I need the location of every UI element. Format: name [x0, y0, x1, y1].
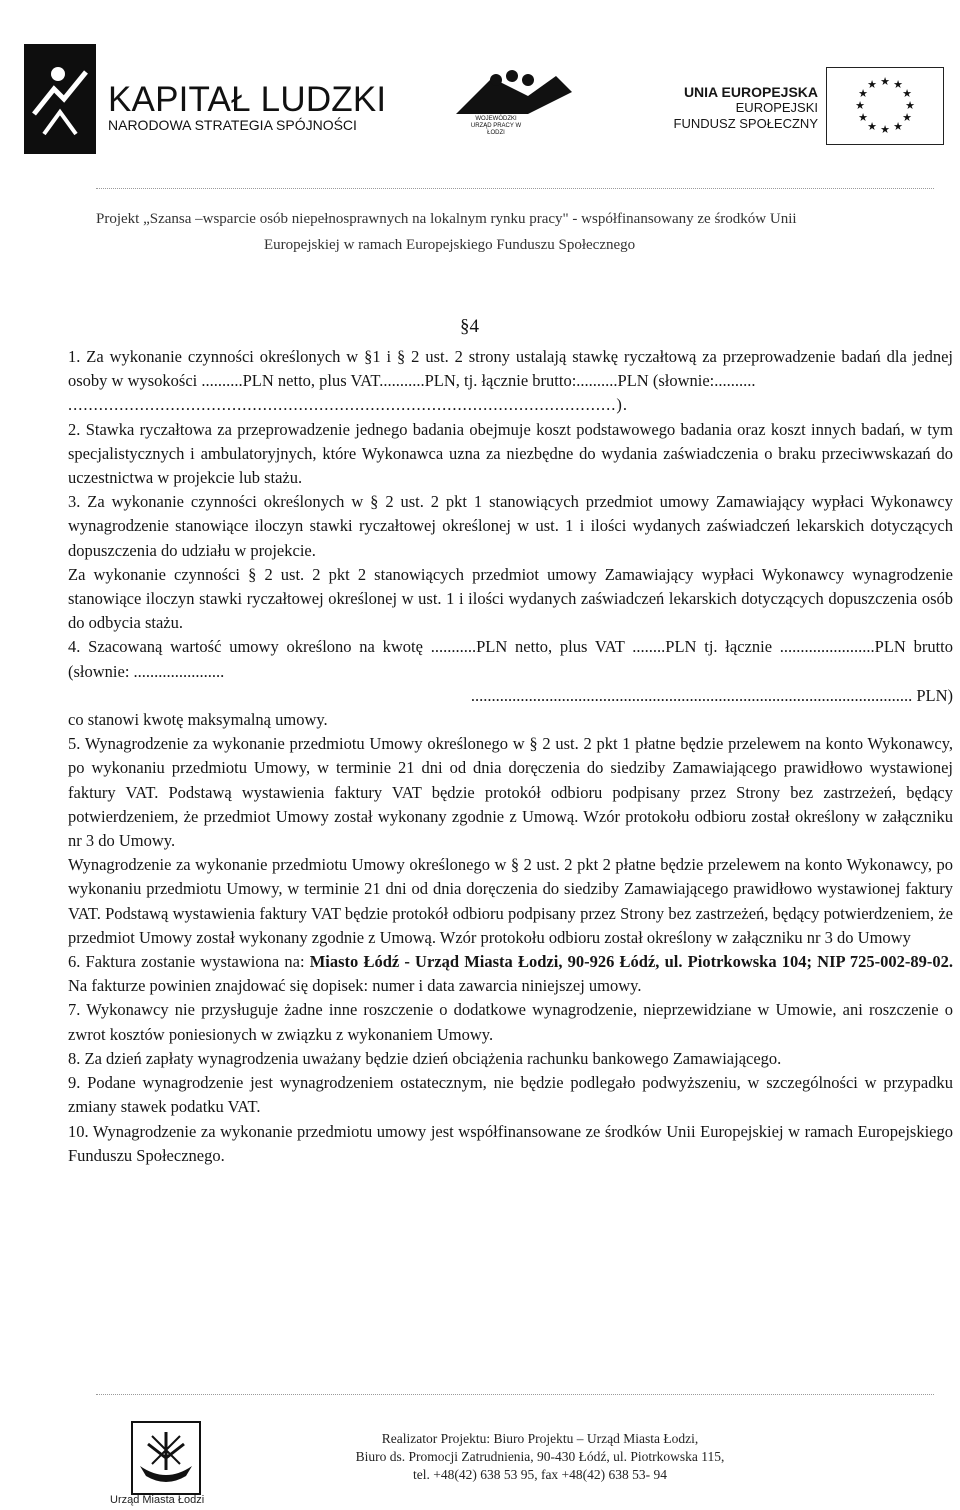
- svg-text:★: ★: [880, 123, 890, 136]
- clause-6-start: 6. Faktura zostanie wystawiona na:: [68, 952, 310, 972]
- section-heading: §4: [460, 316, 479, 337]
- svg-text:★: ★: [893, 120, 903, 133]
- contact-line-2: Biuro ds. Promocji Zatrudnienia, 90-430 Łódź, ul. Piotrkowska 115,: [355, 1449, 725, 1464]
- svg-text:★: ★: [893, 78, 903, 91]
- eu-stars-icon: [827, 68, 943, 144]
- svg-text:★: ★: [867, 120, 877, 133]
- clause-1: 1. Za wykonanie czynności określonych w §1 i § 2 ust. 2 strony ustalają stawkę ryczałtową za przeprowadzenie badań dla jednej osoby w wysokości ..........PLN netto, plus VAT...........PLN, tj. łącznie brutto:..........PLN (słownie:..........: [68, 347, 953, 391]
- wup-logo: [452, 70, 584, 120]
- svg-text:★: ★: [880, 75, 890, 88]
- contact-line-1: Realizator Projektu: Biuro Projektu – Urząd Miasta Łodzi,: [381, 1431, 699, 1446]
- wup-caption: WOJEWÓDZKI URZĄD PRACY W ŁODZI: [470, 116, 522, 136]
- kapital-ludzki-subtitle: NARODOWA STRATEGIA SPÓJNOŚCI: [108, 117, 357, 133]
- clause-5: 5. Wynagrodzenie za wykonanie przedmiotu Umowy określonego w § 2 ust. 2 pkt 1 płatne będzie przelewem na konto Wykonawcy, po wykonaniu przedmiotu Umowy, w terminie 21 dni od dnia doręczenia do siedziby Zamawiającego prawidłowo wystawionej faktury VAT. Podstawą wystawienia faktury VAT będzie protokół odbioru podpisany przez Strony bez zastrzeżeń, będący potwierdzeniem, że przedmiot Umowy został wykonany zgodnie z Umową. Wzór protokołu odbioru został określony w załączniku nr 3 do Umowy.: [68, 734, 953, 851]
- clause-8: 8. Za dzień zapłaty wynagrodzenia uważany będzie dzień obciążenia rachunku bankowego Zamawiającego.: [68, 1048, 782, 1068]
- project-contact: [290, 1430, 790, 1484]
- svg-text:★: ★: [867, 78, 877, 91]
- lodz-boat-emblem-icon: [118, 1418, 214, 1498]
- ue-title: UNIA EUROPEJSKA: [683, 84, 818, 100]
- contract-body: [68, 345, 953, 1168]
- wup-people-icon: [452, 70, 584, 120]
- contact-line-3: tel. +48(42) 638 53 95, fax +48(42) 638 53- 94: [412, 1467, 668, 1482]
- header-separator: [96, 188, 934, 189]
- clause-10: 10. Wynagrodzenie za wykonanie przedmiotu umowy jest współfinansowane ze środków Unii Europejskiej w ramach Europejskiego Funduszu Społecznego.: [68, 1121, 953, 1165]
- svg-text:★: ★: [855, 99, 865, 112]
- svg-text:★: ★: [902, 87, 912, 100]
- kapital-ludzki-emblem-icon: [24, 44, 96, 154]
- clause-4: 4. Szacowaną wartość umowy określono na kwotę ...........PLN netto, plus VAT ........PLN tj. łącznie .......................PLN brutto (słownie: ......................: [68, 637, 953, 681]
- clause-3: 3. Za wykonanie czynności określonych w § 2 ust. 2 pkt 1 stanowiących przedmiot umowy Zamawiający wypłaci Wykonawcy wynagrodzenie stanowiące iloczyn stawki ryczałtowej określonej w ust. 1 i ilości wydanych zaświadczeń lekarskich dotyczących dopuszczenia do udziału w projekcie.: [68, 492, 953, 560]
- clause-9: 9. Podane wynagrodzenie jest wynagrodzeniem ostatecznym, nie będzie podlegało podwyższeniu, w szczególności w przypadku zmiany stawek podatku VAT.: [68, 1073, 953, 1117]
- kapital-ludzki-logo: [24, 44, 96, 154]
- invoice-recipient: Miasto Łódź - Urząd Miasta Łodzi, 90-926 Łódź, ul. Piotrkowska 104; NIP 725-002-89-02.: [309, 952, 953, 972]
- footer-separator: [96, 1394, 934, 1395]
- clause-5b: Wynagrodzenie za wykonanie przedmiotu Umowy określonego w § 2 ust. 2 pkt 2 płatne będzie przelewem na konto Wykonawcy, po wykonaniu przedmiotu Umowy, w terminie 21 dni od dnia doręczenia do siedziby Zamawiającego prawidłowo wystawionej faktury VAT. Podstawą wystawienia faktury VAT będzie protokół odbioru podpisany przez Strony bez zastrzeżeń, będący potwierdzeniem, że przedmiot Umowy został wykonany zgodnie z Umową. Wzór protokołu odbioru został określony w załączniku nr 3 do Umowy: [68, 855, 953, 947]
- clause-2: 2. Stawka ryczałtowa za przeprowadzenie jednego badania obejmuje koszt podstawowego badania oraz koszt innych badań, w tym specjalistycznych i ambulatoryjnych, które Wykonawca uzna za niezbędne do wydania zaświadczenia o braku przeciwwskazań do uczestnictwa w projekcie lub stażu.: [68, 419, 953, 488]
- clause-7: 7. Wykonawcy nie przysługuje żadne inne roszczenie o dodatkowe wynagrodzenie, nieprzewidziane w Umowie, ani roszczenie o zwrot kosztów poniesionych w związku z wykonaniem Umowy.: [68, 1000, 953, 1044]
- clause-6: [68, 950, 953, 998]
- svg-text:★: ★: [858, 87, 868, 100]
- clause-3b: Za wykonanie czynności § 2 ust. 2 pkt 2 stanowiących przedmiot umowy Zamawiający wypłaci Wykonawcy wynagrodzenie stanowiące iloczyn stawki ryczałtowej określonej w ust. 1 i ilości wydanych zaświadczeń lekarskich dotyczących dopuszczenia osób do odbycia stażu.: [68, 564, 953, 633]
- project-line-2: Europejskiej w ramach Europejskiego Funduszu Społecznego: [264, 237, 636, 253]
- svg-text:★: ★: [905, 99, 915, 112]
- ue-fund-line1: EUROPEJSKI: [735, 100, 818, 115]
- kapital-ludzki-title: KAPITAŁ LUDZKI: [108, 80, 387, 119]
- clause-1-amount-in-words: ...........................................................................................................).: [68, 395, 628, 415]
- clause-6-end: Na fakturze powinien znajdować się dopisek: numer i data zawarcia niniejszej umowy.: [68, 976, 642, 996]
- eu-flag: [826, 67, 944, 145]
- clause-4-amount-in-words: ........................................................................................................... PLN): [470, 685, 953, 705]
- uml-logo: [118, 1418, 214, 1498]
- svg-text:★: ★: [902, 111, 912, 124]
- svg-text:★: ★: [858, 111, 868, 124]
- uml-caption: Urząd Miasta Łodzi: [110, 1494, 205, 1506]
- project-line-1: Projekt „Szansa –wsparcie osób niepełnosprawnych na lokalnym rynku pracy" - współfinansowany ze środków Unii: [96, 211, 797, 227]
- clause-4-tail: co stanowi kwotę maksymalną umowy.: [68, 710, 328, 730]
- ue-fund-line2: FUNDUSZ SPOŁECZNY: [673, 116, 818, 131]
